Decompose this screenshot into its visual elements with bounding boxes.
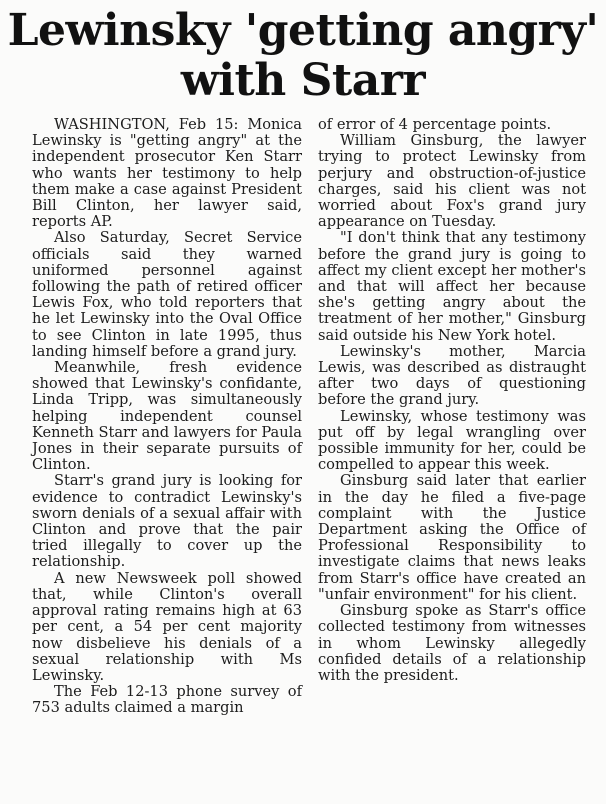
left-column — [32, 117, 302, 717]
article-paragraph-continuation: of error of 4 percentage points. — [318, 116, 552, 133]
article-paragraph: William Ginsburg, the lawyer trying to protect Lewinsky from perjury and obstruction-of-justice charges, said his client was not worried about Fox's grand jury appearance on Tuesday. — [318, 132, 586, 231]
article-paragraph: WASHINGTON, Feb 15: Monica Lewinsky is "getting angry" at the independent prosecutor Ken Starr who wants her testimony to help them make a case against President Bill Clinton, her lawyer said, reports AP. — [32, 116, 302, 231]
headline-line-2: with Starr — [180, 55, 426, 106]
article-paragraph: "I don't think that any testimony before the grand jury is going to affect my client except her mother's and that will affect her because she's getting angry about the treatment of her mother," Ginsburg said outside his New York hotel. — [318, 229, 586, 344]
article-paragraph: Lewinsky's mother, Marcia Lewis, was described as distraught after two days of questioning before the grand jury. — [318, 342, 586, 409]
article-paragraph: Also Saturday, Secret Service officials said they warned uniformed personnel against following the path of retired officer Lewis Fox, who told reporters that he let Lewinsky into the Oval Office to see Clinton in late 1995, thus landing himself before a grand jury. — [32, 229, 302, 360]
headline — [0, 6, 606, 106]
article-paragraph: A new Newsweek poll showed that, while Clinton's overall approval rating remains high at 63 per cent, a 54 per cent majority now disbelieve his denials of a sexual relationship with Ms Lewinsky. — [32, 569, 302, 684]
right-column — [318, 117, 586, 684]
article-paragraph: The Feb 12-13 phone survey of 753 adults claimed a margin — [32, 683, 302, 717]
headline-line-1: Lewinsky 'getting angry' — [7, 5, 599, 56]
article-paragraph: Ginsburg spoke as Starr's office collected testimony from witnesses in whom Lewinsky allegedly confided details of a relationship with the president. — [318, 602, 586, 684]
article-paragraph: Ginsburg said later that earlier in the day he filed a five-page complaint with the Justice Department asking the Office of Professional Responsibility to investigate claims that news leaks from Starr's office have created an "unfair environment" for his client. — [318, 472, 586, 603]
article-paragraph: Meanwhile, fresh evidence showed that Lewinsky's confidante, Linda Tripp, was simultaneously helping independent counsel Kenneth Starr and lawyers for Paula Jones in their separate pursuits of Clinton. — [32, 359, 302, 474]
article-paragraph: Lewinsky, whose testimony was put off by legal wrangling over possible immunity for her, could be compelled to appear this week. — [318, 407, 586, 474]
article-paragraph: Starr's grand jury is looking for evidence to contradict Lewinsky's sworn denials of a sexual affair with Clinton and prove that the pair tried illegally to cover up the relationship. — [32, 472, 302, 571]
